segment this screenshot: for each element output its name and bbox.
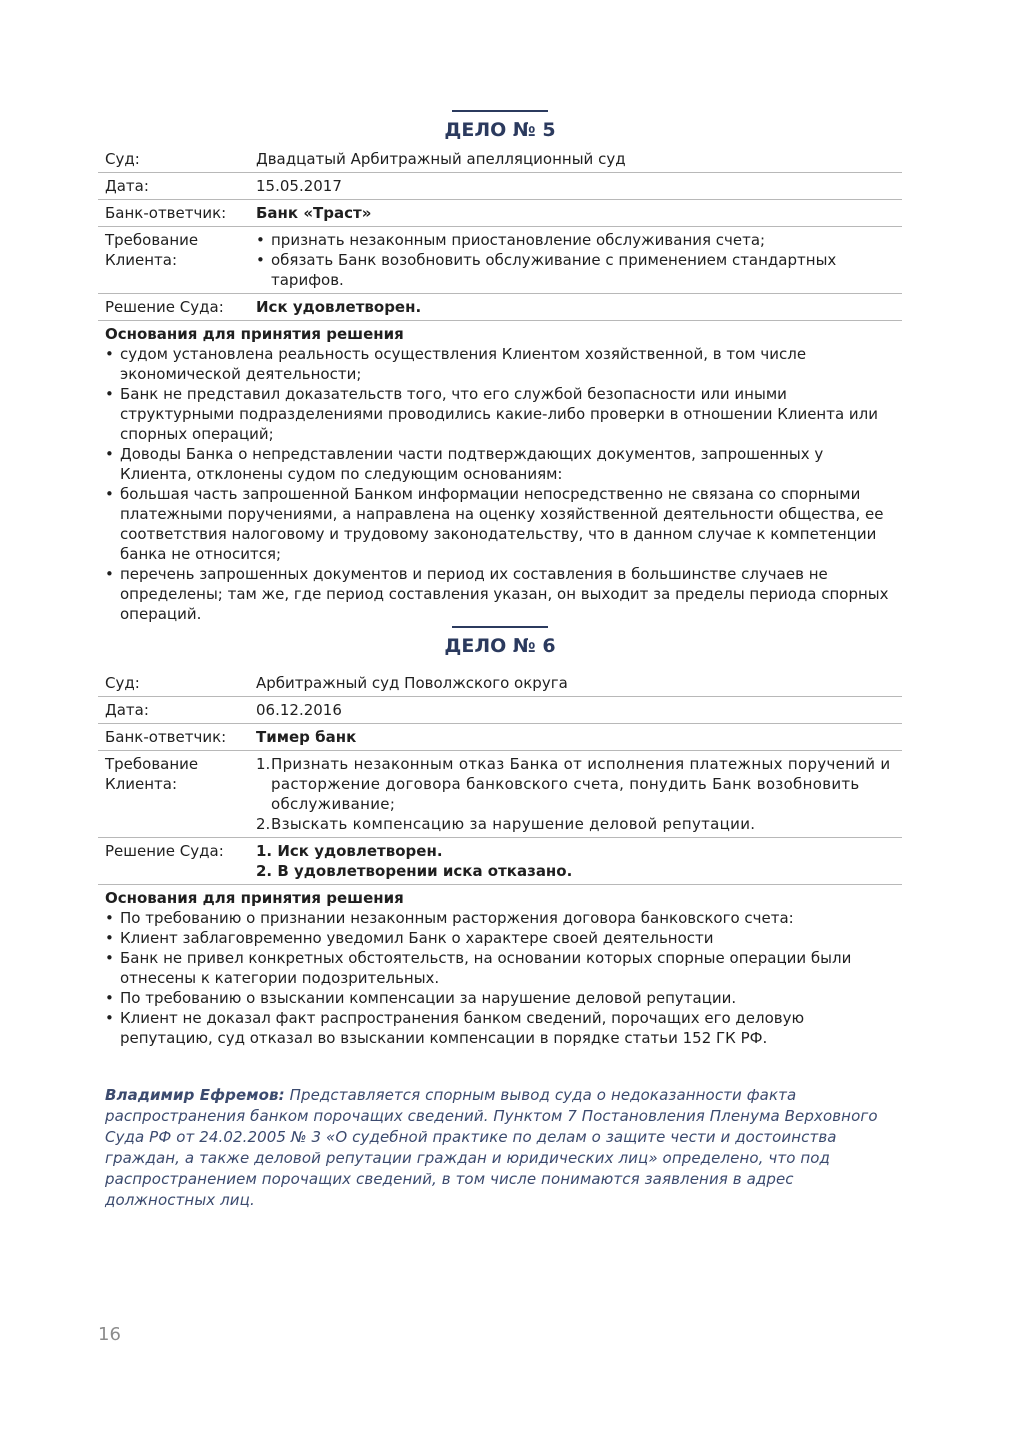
comment-text: Представляется спорным вывод суда о недоказанности факта распространения банком порочащих сведений. Пунктом 7 Постановления Пленума Верховного Суда РФ от 24.02.2005 № 3 «О судебной практике по делам о защите чести и достоинства граждан, а также деловой репутации граждан и юридических лиц» определено, что под распространением порочащих сведений, в том числе понимаются заявления в адрес должностных лиц. [105,1086,878,1209]
case-6-heading [98,626,902,658]
decision-row [98,294,902,321]
demand-number: 2. [256,815,271,833]
ground-item: • Доводы Банка о непредставлении части подтверждающих документов, запрошенных у Клиента, отклонены судом по следующим основаниям: [105,444,902,484]
demand-item [256,814,896,834]
ground-item: • большая часть запрошенной Банком информации непосредственно не связана со спорными платежными поручениями, а направлена на оценку хозяйственной деятельности общества, ее соответствия налоговому и трудовому законодательству, что в данном случае к компетенции банка не относится; [105,484,902,564]
demand-text: Признать незаконным отказ Банка от исполнения платежных поручений и расторжение договора банковского счета, понудить Банк возобновить обслуживание; [271,755,891,813]
expert-comment [105,1085,897,1211]
date-value: 15.05.2017 [256,177,342,195]
court-value: Арбитражный суд Поволжского округа [256,674,568,692]
date-row [98,173,902,200]
date-row [98,697,902,724]
ground-item: • перечень запрошенных документов и период их составления в большинстве случаев не определены; там же, где период составления указан, он выходит за пределы периода спорных операций. [105,564,902,624]
decision-item: 1. Иск удовлетворен. [256,842,443,860]
decision-row [98,838,902,885]
bank-value: Банк «Траст» [256,204,372,222]
grounds-section [98,321,902,624]
demand-item [256,754,896,814]
demand-value [256,754,902,834]
decision-value: Иск удовлетворен. [256,298,422,316]
grounds-title: Основания для принятия решения [105,325,404,343]
title-rule [452,626,548,628]
case-5 [98,110,902,624]
decision-label: Решение Суда: [105,298,224,316]
ground-item: • Клиент не доказал факт распространения банком сведений, порочащих его деловую репутацию, суд отказал во взыскании компенсации в порядке статьи 152 ГК РФ. [105,1008,902,1048]
decision-value [256,841,902,881]
demand-number: 1. [256,755,271,773]
demand-row [98,227,902,294]
date-label: Дата: [105,701,149,719]
bank-label: Банк-ответчик: [105,204,227,222]
grounds-section [98,885,902,1048]
case-title: ДЕЛО № 6 [444,635,556,657]
ground-item: • По требованию о взыскании компенсации за нарушение деловой репутации. [105,988,902,1008]
title-rule [452,110,548,112]
date-label: Дата: [105,177,149,195]
case-title: ДЕЛО № 5 [444,119,556,141]
demand-row [98,751,902,838]
comment-author: Владимир Ефремов: [105,1086,285,1104]
demand-value [256,230,902,290]
decision-label: Решение Суда: [105,842,224,860]
ground-item: • судом установлена реальность осуществления Клиентом хозяйственной, в том числе экономической деятельности; [105,344,902,384]
demand-label: Требование Клиента: [105,755,199,793]
bank-value: Тимер банк [256,728,357,746]
page-number: 16 [98,1324,121,1345]
court-row [98,146,902,173]
date-value: 06.12.2016 [256,701,342,719]
court-value: Двадцатый Арбитражный апелляционный суд [256,150,626,168]
ground-item: • Клиент заблаговременно уведомил Банк о характере своей деятельности [105,928,902,948]
court-label: Суд: [105,150,140,168]
bank-row [98,724,902,751]
ground-item: • По требованию о признании незаконным расторжения договора банковского счета: [105,908,902,928]
demand-text: Взыскать компенсацию за нарушение деловой репутации. [271,815,756,833]
case-6 [98,626,902,1048]
ground-item: • Банк не представил доказательств того, что его службой безопасности или иными структурными подразделениями проводились какие-либо проверки в отношении Клиента или спорных операций; [105,384,902,444]
case-5-heading [98,110,902,142]
demand-item: • признать незаконным приостановление обслуживания счета; [256,230,896,250]
demand-item: • обязать Банк возобновить обслуживание с применением стандартных тарифов. [256,250,896,290]
decision-item: 2. В удовлетворении иска отказано. [256,862,573,880]
grounds-title: Основания для принятия решения [105,889,404,907]
bank-label: Банк-ответчик: [105,728,227,746]
demand-label: Требование Клиента: [105,231,199,269]
bank-row [98,200,902,227]
ground-item: • Банк не привел конкретных обстоятельств, на основании которых спорные операции были отнесены к категории подозрительных. [105,948,902,988]
court-row [98,670,902,697]
court-label: Суд: [105,674,140,692]
